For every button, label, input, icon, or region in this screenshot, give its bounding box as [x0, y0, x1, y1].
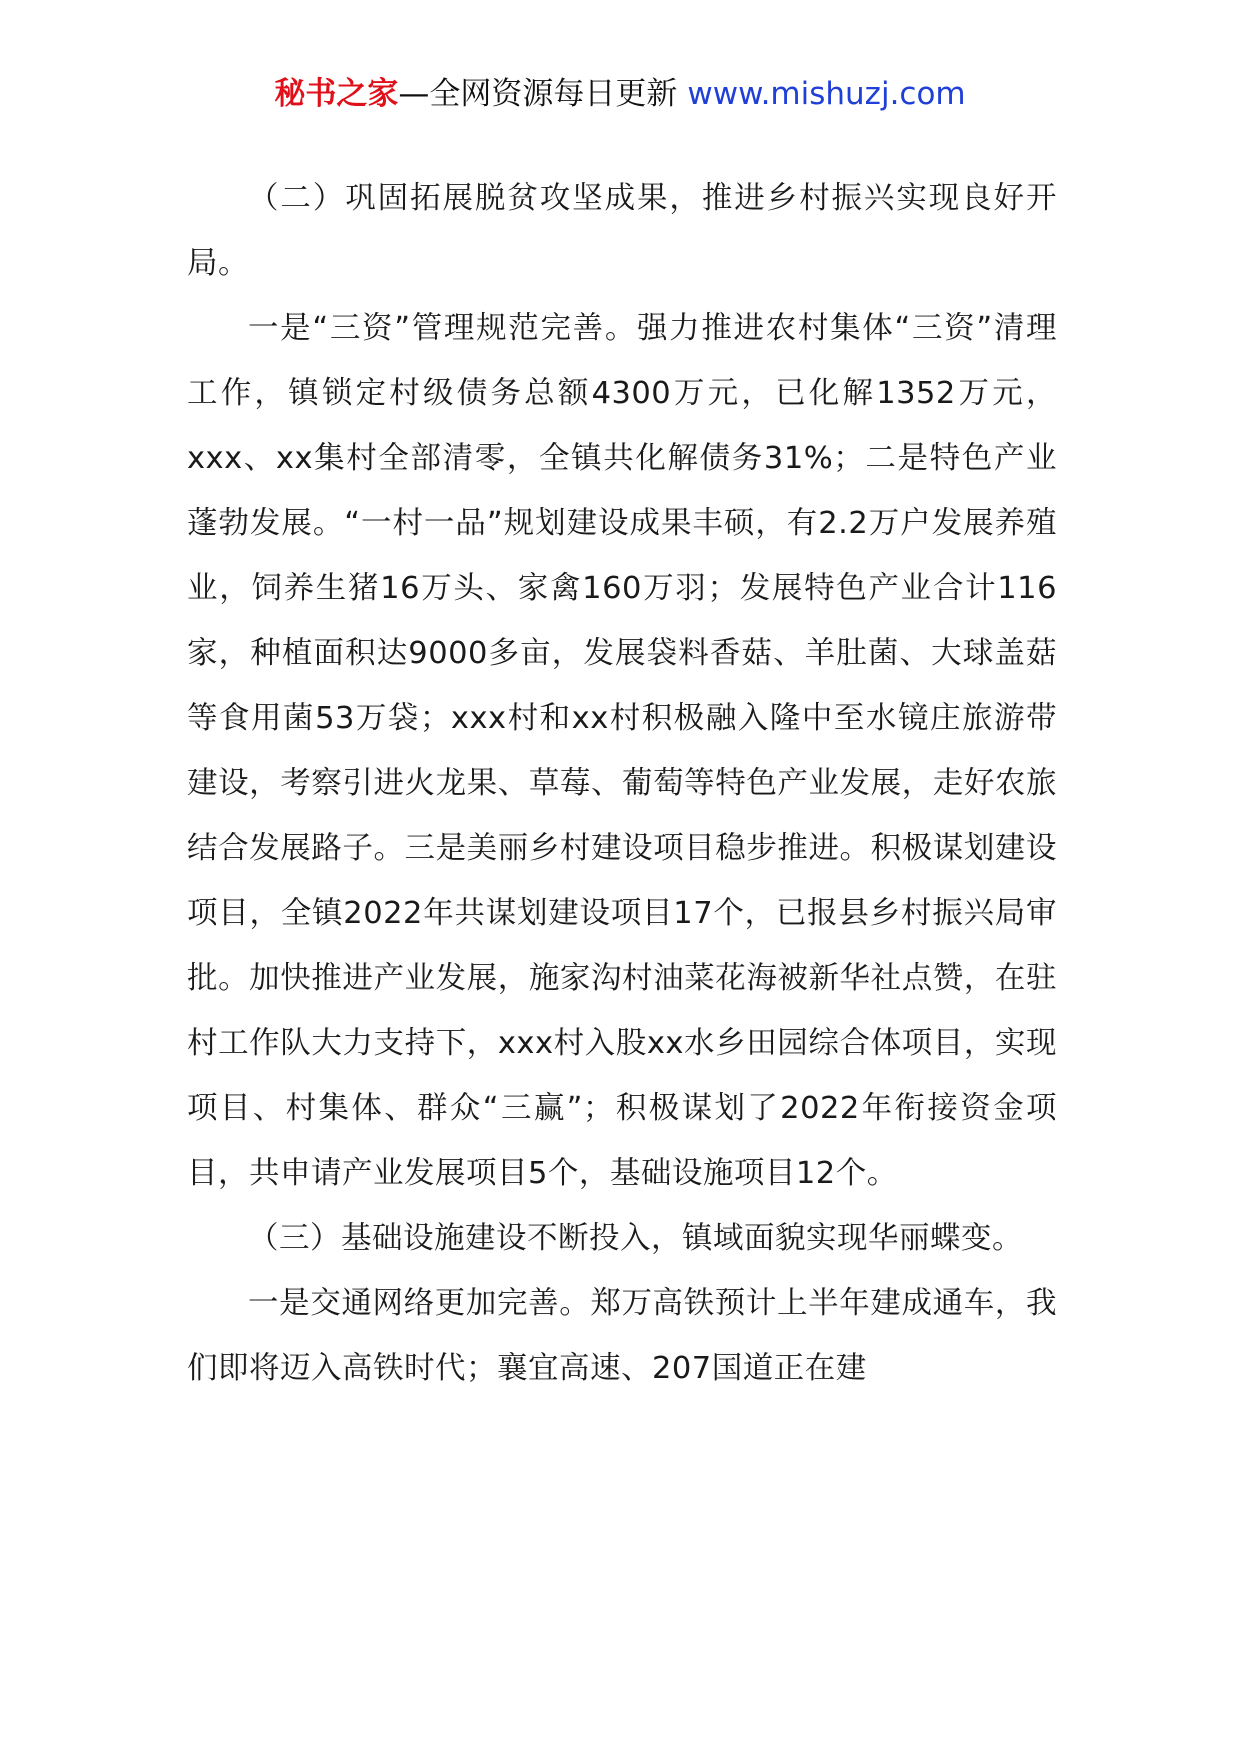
section-heading-2: （二）巩固拓展脱贫攻坚成果，推进乡村振兴实现良好开局。 [187, 181, 1057, 281]
document-body [187, 166, 1057, 1401]
brand-name: 秘书之家 [274, 76, 399, 112]
section-heading-3: （三）基础设施建设不断投入，镇域面貌实现华丽蝶变。 [248, 1221, 1023, 1256]
site-url-link[interactable]: www.mishuzj.com [687, 76, 966, 112]
body-paragraph-transport: 一是交通网络更加完善。郑万高铁预计上半年建成通车，我们即将迈入高铁时代；襄宜高速、207国道正在建 [187, 1286, 1057, 1386]
header-tagline: —全网资源每日更新 [398, 76, 678, 112]
page-header [0, 74, 1240, 114]
body-paragraph-rural: 一是“三资”管理规范完善。强力推进农村集体“三资”清理工作，镇锁定村级债务总额4300万元，已化解1352万元，xxx、xx集村全部清零，全镇共化解债务31%；二是特色产业蓬勃发展。“一村一品”规划建设成果丰硕，有2.2万户发展养殖业，饲养生猪16万头、家禽160万羽；发展特色产业合计116家，种植面积达9000多亩，发展袋料香菇、羊肚菌、大球盖菇等食用菌53万袋；xxx村和xx村积极融入隆中至水镜庄旅游带建设，考察引进火龙果、草莓、葡萄等特色产业发展，走好农旅结合发展路子。三是美丽乡村建设项目稳步推进。积极谋划建设项目，全镇2022年共谋划建设项目17个，已报县乡村振兴局审批。加快推进产业发展，施家沟村油菜花海被新华社点赞，在驻村工作队大力支持下，xxx村入股xx水乡田园综合体项目，实现项目、村集体、群众“三赢”；积极谋划了2022年衔接资金项目，共申请产业发展项目5个，基础设施项目12个。 [187, 311, 1057, 1191]
